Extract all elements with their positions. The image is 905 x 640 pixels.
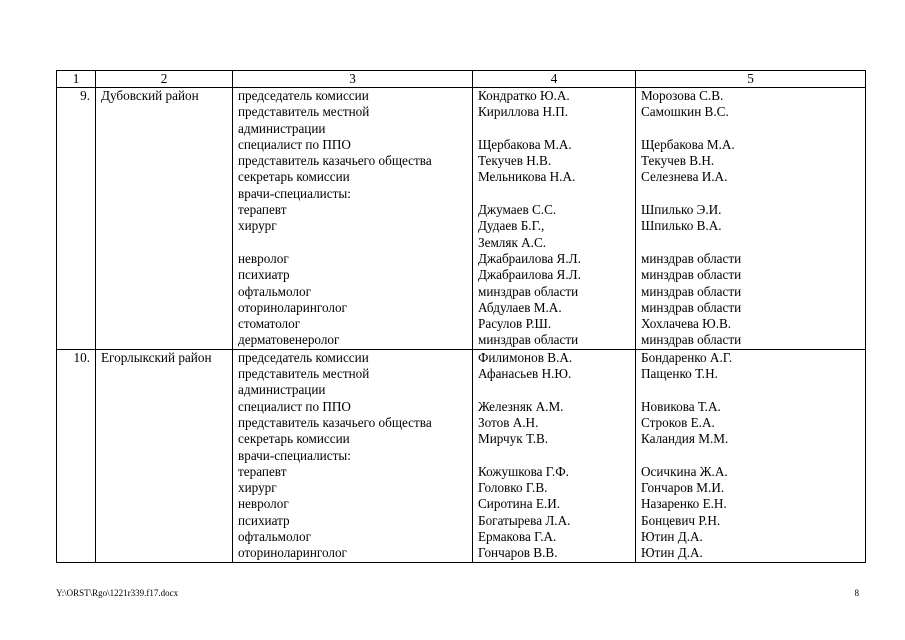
role-line: представитель местной [238, 366, 370, 382]
table-row [57, 349, 866, 562]
main-member-line: Головко Г.В. [478, 480, 548, 496]
role-line: хирург [238, 218, 277, 234]
role-line: врачи-специалисты: [238, 185, 351, 201]
reserve-member-line: Осичкина Ж.А. [641, 463, 728, 479]
reserve-member-line [641, 186, 860, 202]
main-member-line: Богатырева Л.А. [478, 512, 571, 528]
reserve-member-line: минздрав области [641, 283, 742, 299]
main-member-line: Абдулаев М.А. [478, 299, 562, 315]
header-cell-3: 3 [233, 71, 473, 88]
table-row [57, 88, 866, 350]
reserve-member-list [636, 88, 866, 350]
reserve-member-line: Шпилько Э.И. [641, 202, 722, 218]
role-line: невролог [238, 496, 289, 512]
main-member-line: Дудаев Б.Г., [478, 218, 545, 234]
reserve-member-line: Бондаренко А.Г. [641, 349, 733, 365]
role-line: секретарь комиссии [238, 169, 350, 185]
main-member-line: Афанасьев Н.Ю. [478, 366, 572, 382]
reserve-member-line [641, 382, 860, 398]
reserve-member-list [636, 349, 866, 562]
role-line: оториноларинголог [238, 545, 347, 561]
reserve-member-line: Ютин Д.А. [641, 545, 703, 561]
header-cell-5: 5 [636, 71, 866, 88]
main-member-list [473, 349, 636, 562]
reserve-member-line: Селезнева И.А. [641, 169, 728, 185]
main-member-line: Ермакова Г.А. [478, 529, 557, 545]
role-line: специалист по ППО [238, 136, 351, 152]
reserve-member-line [641, 235, 860, 251]
reserve-member-line: минздрав области [641, 250, 742, 266]
main-member-line: Кондратко Ю.А. [478, 88, 570, 103]
main-member-line: Гончаров В.В. [478, 545, 558, 561]
reserve-member-line: Шпилько В.А. [641, 218, 722, 234]
role-list [233, 88, 473, 350]
header-row [57, 71, 866, 88]
main-member-line: Джабраилова Я.Л. [478, 250, 581, 266]
main-member-line: Текучев Н.В. [478, 153, 552, 169]
main-member-line: Филимонов В.А. [478, 349, 573, 365]
main-member-line [478, 382, 630, 398]
header-cell-1: 1 [57, 71, 96, 88]
reserve-member-line: Строков Е.А. [641, 414, 715, 430]
main-member-line: минздрав области [478, 332, 579, 348]
main-member-list [473, 88, 636, 350]
reserve-member-line: Текучев В.Н. [641, 153, 715, 169]
reserve-member-line: Щербакова М.А. [641, 136, 735, 152]
main-member-line: Расулов Р.Ш. [478, 316, 552, 332]
reserve-member-line: Назаренко Е.Н. [641, 496, 727, 512]
main-member-line: Железняк А.М. [478, 398, 564, 414]
reserve-member-line: минздрав области [641, 332, 742, 348]
footer-page-number: 8 [854, 588, 859, 598]
reserve-member-line: минздрав области [641, 299, 742, 315]
main-member-line: Зотов А.Н. [478, 414, 539, 430]
main-member-line: Сиротина Е.И. [478, 496, 561, 512]
main-member-line: минздрав области [478, 283, 579, 299]
main-member-line: Земляк А.С. [478, 234, 547, 250]
header-cell-2: 2 [96, 71, 233, 88]
role-line: терапевт [238, 463, 287, 479]
role-list [233, 349, 473, 562]
role-line: секретарь комиссии [238, 431, 350, 447]
reserve-member-line: Новикова Т.А. [641, 398, 721, 414]
role-line: офтальмолог [238, 283, 311, 299]
main-member-line: Кожушкова Г.Ф. [478, 463, 569, 479]
reserve-member-line: минздрав области [641, 267, 742, 283]
reserve-member-line: Самошкин В.С. [641, 104, 729, 120]
reserve-member-line: Пащенко Т.Н. [641, 366, 718, 382]
reserve-member-line: Каландия М.М. [641, 431, 729, 447]
role-line: председатель комиссии [238, 88, 369, 103]
role-line: психиатр [238, 267, 290, 283]
main-member-line: Мельникова Н.А. [478, 169, 576, 185]
reserve-member-line: Бонцевич Р.Н. [641, 512, 721, 528]
role-line: администрации [238, 120, 326, 136]
role-line: офтальмолог [238, 529, 311, 545]
main-member-line: Щербакова М.А. [478, 136, 572, 152]
role-line: представитель казачьего общества [238, 153, 432, 169]
main-member-line [478, 186, 630, 202]
main-member-line: Джабраилова Я.Л. [478, 267, 581, 283]
role-line: представитель казачьего общества [238, 414, 432, 430]
district-name: Дубовский район [96, 88, 233, 350]
main-member-line [478, 448, 630, 464]
role-line: председатель комиссии [238, 349, 369, 365]
main-member-line: Джумаев С.С. [478, 202, 557, 218]
role-line: терапевт [238, 202, 287, 218]
footer-file-path: Y:\ORST\Rgo\1221r339.f17.docx [56, 588, 179, 598]
role-line: дерматовенеролог [238, 332, 340, 348]
reserve-member-line: Морозова С.В. [641, 88, 724, 103]
role-line: специалист по ППО [238, 398, 351, 414]
role-line: психиатр [238, 512, 290, 528]
main-member-line [478, 121, 630, 137]
reserve-member-line [641, 448, 860, 464]
role-line: оториноларинголог [238, 299, 347, 315]
reserve-member-line [641, 121, 860, 137]
reserve-member-line: Ютин Д.А. [641, 529, 703, 545]
reserve-member-line: Гончаров М.И. [641, 480, 725, 496]
role-line: хирург [238, 480, 277, 496]
role-line: врачи-специалисты: [238, 447, 351, 463]
role-line [238, 235, 467, 251]
commission-table [56, 70, 866, 563]
main-member-line: Кириллова Н.П. [478, 104, 569, 120]
header-cell-4: 4 [473, 71, 636, 88]
role-line: невролог [238, 250, 289, 266]
district-name: Егорлыкский район [96, 349, 233, 562]
role-line: администрации [238, 382, 326, 398]
row-number: 9. [57, 88, 96, 350]
row-number: 10. [57, 349, 96, 562]
role-line: стоматолог [238, 316, 301, 332]
main-member-line: Мирчук Т.В. [478, 431, 549, 447]
reserve-member-line: Хохлачева Ю.В. [641, 316, 732, 332]
role-line: представитель местной [238, 104, 370, 120]
